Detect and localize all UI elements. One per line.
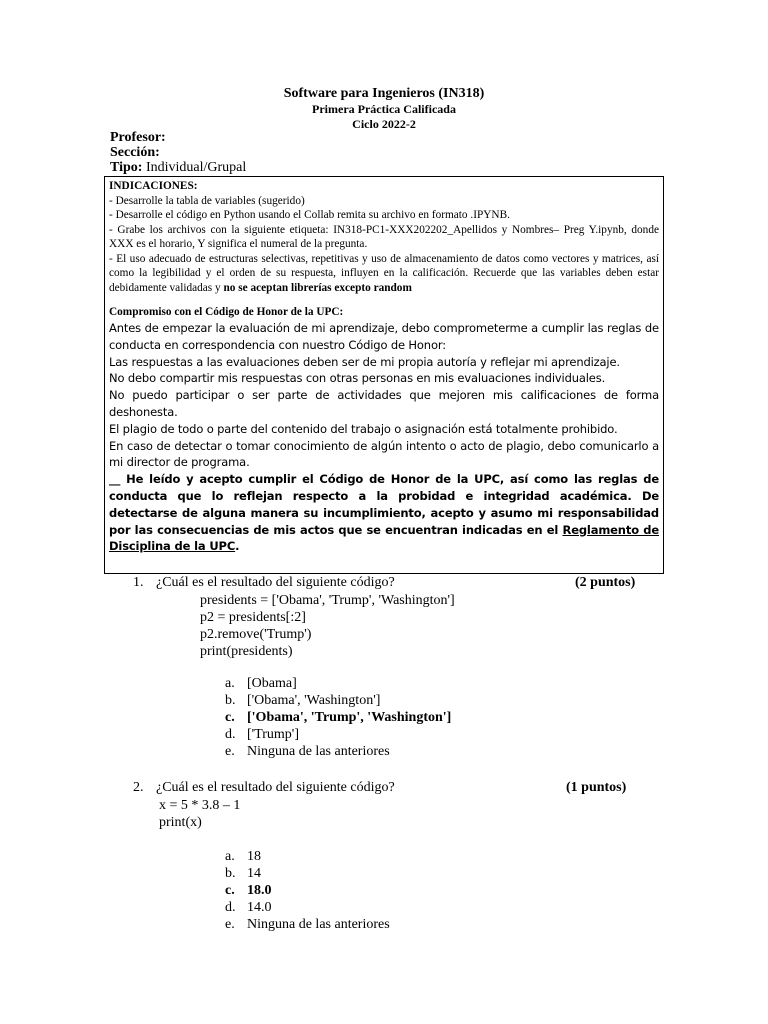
honor-paragraph: Las respuestas a las evaluaciones deben ser de mi propia autoría y reflejar mi aprendizaje. bbox=[109, 354, 620, 369]
honor-heading: Compromiso con el Código de Honor de la UPC: bbox=[109, 306, 344, 318]
instructions-box bbox=[104, 176, 664, 574]
code-line: presidents = ['Obama', 'Trump', 'Washington'] bbox=[200, 593, 455, 608]
document-cycle: Ciclo 2022-2 bbox=[352, 117, 416, 131]
document-title: Software para Ingenieros (IN318) bbox=[283, 86, 485, 101]
seccion-field: Sección: bbox=[110, 145, 160, 160]
code-line: p2 = presidents[:2] bbox=[200, 610, 306, 625]
honor-paragraph: El plagio de todo o parte del contenido del trabajo o asignación está totalmente prohibido. bbox=[109, 421, 618, 436]
honor-paragraph: En caso de detectar o tomar conocimiento de algún intento o acto de plagio, debo comunicarlo a mi director de programa. bbox=[109, 438, 659, 470]
code-line: print(presidents) bbox=[200, 644, 293, 659]
honor-paragraph: No puedo participar o ser parte de actividades que mejoren mis calificaciones de forma deshonesta. bbox=[109, 388, 659, 419]
indicacion-item: - Desarrolle el código en Python usando el Collab remita su archivo en formato .IPYNB. bbox=[109, 209, 510, 221]
honor-acceptance: __ He leído y acepto cumplir el Código de Honor de la UPC, así como las reglas de conducta que lo reflejan respecto a la probidad e integridad académica. De detectarse de alguna manera su incumplimiento, acepto y asumo mi responsabilidad por las consecuencias de mis actos que se encuentran indicadas en el Reglamento de Disciplina de la UPC. bbox=[109, 472, 659, 554]
question-2-number: 2. bbox=[133, 780, 144, 795]
question-2-code bbox=[159, 797, 240, 831]
honor-paragraph: No debo compartir mis respuestas con otras personas en mis evaluaciones individuales. bbox=[109, 371, 606, 386]
question-1-number: 1. bbox=[133, 575, 144, 590]
profesor-field: Profesor: bbox=[110, 130, 166, 145]
honor-code-text bbox=[109, 320, 659, 555]
code-line: p2.remove('Trump') bbox=[200, 627, 312, 642]
question-1-text: ¿Cuál es el resultado del siguiente código? bbox=[156, 575, 395, 590]
indicaciones-section bbox=[109, 179, 659, 295]
indicaciones-heading: INDICACIONES: bbox=[109, 180, 198, 192]
code-line: x = 5 * 3.8 – 1 bbox=[159, 798, 241, 813]
question-2-points: (1 puntos) bbox=[566, 780, 627, 795]
question-2-text: ¿Cuál es el resultado del siguiente código? bbox=[156, 780, 395, 795]
indicacion-item: - Grabe los archivos con la siguiente etiqueta: IN318-PC1-XXX202202_Apellidos y Nombres– Preg Y.ipynb, donde XXX es el horario, Y significa el numeral de la pregunta. bbox=[109, 223, 659, 250]
indicacion-item: - El uso adecuado de estructuras selectivas, repetitivas y uso de almacenamiento de datos como vectores y matrices, así como la legibilidad y el orden de su respuesta, influyen en la calificación. Recuerde que las variables deben estar debidamente validadas y no se aceptan librerías excepto random bbox=[109, 252, 659, 294]
reglamento-link[interactable]: Reglamento de Disciplina de la UPC bbox=[109, 522, 659, 554]
question-1-points: (2 puntos) bbox=[575, 575, 636, 590]
honor-paragraph: Antes de empezar la evaluación de mi aprendizaje, debo comprometerme a cumplir las reglas de conducta en correspondencia con nuestro Código de Honor: bbox=[109, 321, 659, 352]
code-line: print(x) bbox=[159, 815, 202, 830]
tipo-field: Tipo: Individual/Grupal bbox=[110, 160, 247, 175]
indicacion-item: - Desarrolle la tabla de variables (sugerido) bbox=[109, 194, 305, 207]
question-1-code bbox=[200, 592, 455, 660]
document-subtitle: Primera Práctica Calificada bbox=[312, 102, 456, 116]
